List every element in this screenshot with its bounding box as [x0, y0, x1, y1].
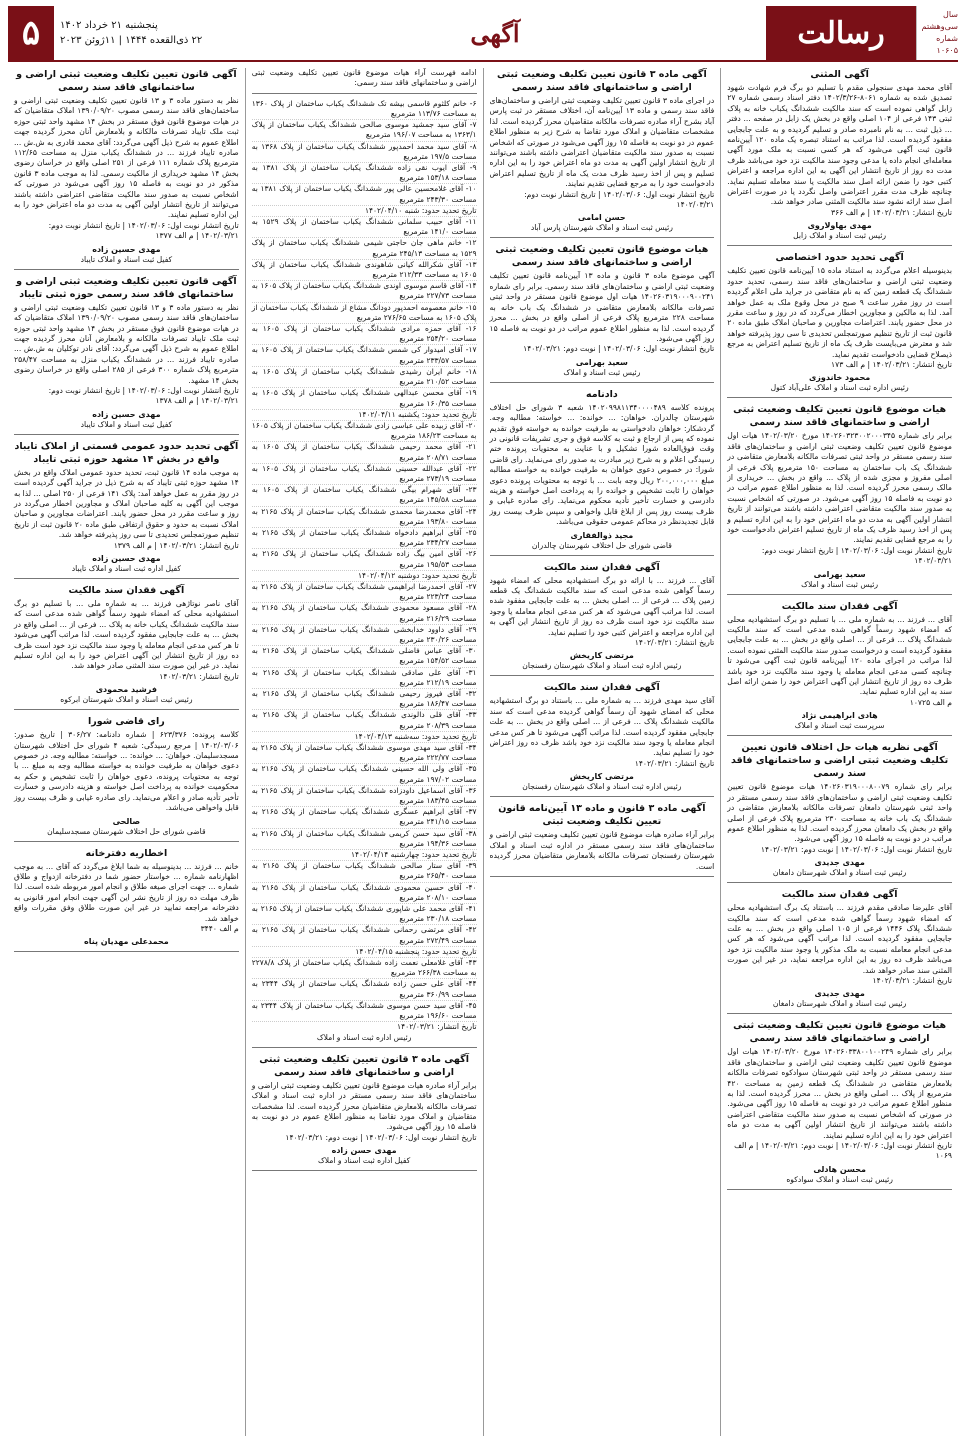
- list-item: ۶- خانم کلثوم قاسمی بیشه تک ششدانگ یکباب ساختمان از پلاک ۱۳۶۰ به مساحت ۱۱۳/۷۶ مترمربع: [252, 99, 477, 120]
- notice-title: آگهی قانون تعیین تکلیف وضعیت ثبتی اراضی و ساختمانهای فاقد سند رسمی: [16, 69, 237, 93]
- notice-title: آگهی قانون تعیین تکلیف وضعیت ثبتی اراضی و ساختمانهای فاقد سند رسمی حوزه ثبتی تایباد: [16, 275, 237, 300]
- list-item: ۴۱- آقای محمد علی شاپوری ششدانگ یکباب ساختمان از پلاک ۲۱۶۵ به مساحت ۲۳۰/۱۸ مترمربع: [252, 904, 477, 925]
- notice-meta: تاریخ انتشار: ۱۴۰۲/۰۳/۲۱: [634, 758, 715, 768]
- notice-title: هیات موضوع قانون تعیین تکلیف وضعیت ثبتی اراضی و ساختمانهای فاقد سند رسمی: [733, 404, 947, 429]
- notice-meta: تاریخ انتشار نوبت اول: ۱۴۰۲/۰۳/۰۶ | نوبت دوم: ۱۴۰۲/۰۳/۲۱: [523, 344, 715, 354]
- list-item: ۱۵- خانم معصومه احمدپور دودانگ مشاع از ششدانگ یکباب ساختمان از پلاک ۱۶۰۵ به مساحت ۲۷۶/۶۵ مترمربع: [252, 303, 477, 324]
- notice-meta: تاریخ انتشار: ۱۴۰۲/۰۳/۲۱: [159, 671, 239, 681]
- legal-notice: [252, 68, 477, 94]
- newspaper-logo: رسالت: [766, 6, 916, 60]
- list-item: ۴۴- آقای علی حسن زاده ششدانگ یکباب ساختمان از پلاک ۲۳۴۴ به مساحت ۳۶۰/۹۹ مترمربع: [252, 979, 477, 1000]
- notice-org: کفیل ثبت اسناد و املاک تایباد: [80, 254, 173, 264]
- legal-notice: [14, 847, 239, 953]
- list-item: تاریخ تحدید حدود: یکشنبه ۱۴۰۲/۰۴/۱۱: [252, 410, 477, 421]
- notice-body: آگهی موضوع ماده ۳ قانون و ماده ۱۳ آیین‌نامه قانون تعیین تکلیف وضعیت ثبتی اراضی و ساختمان‌های فاقد سند رسمی. برابر رای شماره ۱۴۰۲۶۰۳۱۹۰۰۰۹۰۰۲۴۱ هیات اول موضوع قانون مستقر در واحد ثبتی تصرفات مالکانه بلامعارض متقاضی در ششدانگ یک باب خانه به مساحت ۲۲۸ مترمربع پلاک فرعی از اصلی واقع در بخش ... محرز گردیده است. لذا به منظور اطلاع عموم مراتب در دو نوبت به فاصله ۱۵ روز آگهی می‌شود.: [489, 271, 715, 343]
- list-item: ۳۸- آقای سید حسن کریمی ششدانگ یکباب ساختمان از پلاک ۲۱۶۵ به مساحت ۱۹۴/۳۶ مترمربع: [252, 829, 477, 850]
- notice-body: برابر آراء صادره هیات موضوع قانون تعیین تکلیف وضعیت ثبتی اراضی و ساختمان‌های فاقد سند رسمی مستقر در اداره ثبت اسناد و املاک تصرفات مالکانه بلامعارض متقاضیان محرز گردیده است. لذا مشخصات متقاضیان و املاک مورد تقاضا به منظور اطلاع عموم در دو نوبت به فاصله ۱۵ روز آگهی می‌شود.: [251, 1080, 477, 1132]
- list-item: ۳۷- آقای ابراهیم عسگری ششدانگ یکباب ساختمان از پلاک ۲۱۶۵ به مساحت ۲۴۱/۱۵ مترمربع: [252, 807, 477, 828]
- notice-body: برابر رای شماره ۱۴۰۲۶۰۳۱۹۰۰۰۸۰۰۷۹ هیات موضوع قانون تعیین تکلیف وضعیت ثبتی اراضی و ساختمان‌های فاقد سند رسمی مستقر در واحد ثبتی شهرستان دامغان تصرفات مالکانه بلامعارض متقاضی در ششدانگ یک باب خانه به مساحت ۲۳۰ مترمربع پلاک فرعی از اصلی واقع در بخش یک دامغان محرز گردیده است. لذا به منظور اطلاع عموم مراتب در دو نوبت به فاصله ۱۵ روز آگهی می‌شود.: [727, 782, 952, 844]
- legal-notice: [14, 68, 239, 270]
- legal-notice: [490, 243, 715, 382]
- notice-body: پرونده کلاسه ۱۴۰۲۰۹۹۸۱۱۳۴۰۰۰۰۴۸۹ شعبه ۳ شورای حل اختلاف شهرستان چالدران. خواهان: ... خوانده: ... خواسته: مطالبه وجه. گردشکار: خواهان دادخواستی به طرفیت خوانده به خواسته فوق تقدیم نموده که پس از ارجاع و ثبت به کلاسه فوق و جری تشریفات قانونی در وقت فوق‌العاده شورا تشکیل و با عنایت به محتویات پرونده ختم رسیدگی اعلام و به شرح زیر مبادرت به صدور رای می‌نماید. رای قاضی شورا: در خصوص دعوی خواهان به طرفیت خوانده به خواسته مطالبه مبلغ ۲۰۰,۰۰۰,۰۰۰ ریال وجه بابت ... با توجه به محتویات پرونده دعوی خواهان را ثابت تشخیص و خوانده را به پرداخت اصل خواسته و هزینه دادرسی و خسارت تأخیر تأدیه محکوم می‌نماید. رای صادره غیابی و ظرف بیست روز پس از ابلاغ قابل واخواهی و سپس ظرف بیست روز قابل تجدیدنظر در محاکم عمومی حقوقی می‌باشد.: [489, 402, 715, 527]
- notice-body: خانم ... فرزند ... بدینوسیله به شما ابلاغ می‌گردد که آقای ... به موجب اظهارنامه شماره ... خواستار حضور شما در دفترخانه ازدواج و طلاق شماره ... جهت اجرای صیغه طلاق و انجام امور مربوطه شده است. لذا ظرف مهلت ده روز از تاریخ نشر این آگهی جهت انجام امور قانونی به دفترخانه مراجعه نمایید در غیر این صورت طلاق وفق مقررات واقع خواهد شد.: [14, 861, 239, 923]
- notice-org: کفیل ثبت اسناد و املاک تایباد: [80, 419, 173, 429]
- notice-org: رئیس ثبت اسناد و املاک شهرستان ابرکوه: [60, 695, 193, 705]
- list-item: ۴۳- آقای غلامعلی نعمت زاده ششدانگ یکباب ساختمان از پلاک ۲۲۷۸/۸ به مساحت ۲۶۶/۳۸ مترمربع: [252, 958, 477, 979]
- column-1: [720, 68, 958, 1436]
- notice-body: آقای علیرضا صادقی مقدم فرزند ... باستناد یک برگ استشهادیه محلی که امضاء شهود رسماً گواهی شده مدعی است که سند مالکیت ششدانگ پلاک ۱۴۴۶ فرعی از ۱۰۵ اصلی واقع در بخش ... به علت جابجایی مفقود گردیده است. لذا مراتب آگهی می‌شود که هر کس مدعی انجام معامله نسبت به ملک مذکور یا وجود سند مالکیت نزد خود می‌باشد ظرف ده روز به این اداره مراجعه نماید، در غیر این صورت المثنی سند صادر خواهد شد.: [727, 903, 953, 975]
- column-2: [483, 68, 721, 1436]
- legal-notice: [490, 561, 715, 677]
- list-item: ۲۶- آقای امین بیگ زاده ششدانگ یکباب ساختمان از پلاک ۲۱۶۵ به مساحت ۱۹۵/۵۳ مترمربع: [252, 549, 477, 570]
- legal-notice: [727, 741, 952, 883]
- list-item: ۹- آقای ایوب نقی زاده ششدانگ یکباب ساختمان از پلاک ۱۳۸۱ به مساحت ۱۵۳/۱۸ مترمربع: [252, 163, 477, 184]
- list-item: ۲۵- آقای ابراهیم دادخواه ششدانگ یکباب ساختمان از پلاک ۲۱۶۵ به مساحت ۲۳۴/۲۷ مترمربع: [252, 528, 477, 549]
- list-item: ۲۴- آقای محمدرضا محمدی ششدانگ یکباب ساختمان از پلاک ۲۱۶۵ به مساحت ۱۹۳/۸۰ مترمربع: [252, 507, 477, 528]
- list-item: ۱۰- آقای غلامحسین عالی پور ششدانگ یکباب ساختمان از پلاک ۱۳۸۱ به مساحت ۲۴۳/۳۰ مترمربع: [252, 184, 477, 205]
- notice-signer: مهدی حسین زاده: [92, 244, 161, 254]
- notice-title: آگهی ماده ۳ قانون تعیین تکلیف وضعیت ثبتی اراضی و ساختمانهای فاقد سند رسمی: [259, 1053, 469, 1078]
- notice-title: آگهی فقدان سند مالکیت: [781, 600, 898, 612]
- notice-body: آقای ناصر نوتاژهی فرزند ... به شماره ملی ... با تسلیم دو برگ استشهادیه محلی که امضاء شهود رسماً گواهی شده مدعی است که سند مالکیت ششدانگ یکباب خانه به پلاک ... فرعی از ... اصلی واقع در بخش ... به علت جابجایی مفقود گردیده است. لذا مراتب آگهی می‌شود تا هر کس مدعی انجام معامله یا وجود سند مالکیت نزد خود است ظرف ده روز از تاریخ انتشار این آگهی اعتراض خود را به این اداره تسلیم نماید. در غیر این صورت سند المثنی صادر خواهد شد.: [14, 599, 239, 671]
- list-item: ۴۰- آقای حسین محمودی ششدانگ یکباب ساختمان از پلاک ۲۱۶۵ به مساحت ۲۰۸/۱۰ مترمربع: [252, 883, 477, 904]
- list-item: ۲۱- آقای محمد رحیمی ششدانگ یکباب ساختمان از پلاک ۱۶۰۵ به مساحت ۲۰۸/۷۱ مترمربع: [252, 442, 477, 463]
- notice-org: رئیس ثبت اسناد و املاک شهرستان دامغان: [772, 999, 907, 1009]
- notice-meta: تاریخ انتشار نوبت اول: ۱۴۰۲/۰۳/۰۶ | تاریخ انتشار نوبت دوم: ۱۴۰۲/۰۳/۲۱: [761, 545, 952, 566]
- notice-meta: م الف ۱۰۷۲۵: [909, 697, 952, 707]
- notice-org: رئیس ثبت اسناد و املاک شهرستان پارس آباد: [530, 223, 673, 233]
- legal-notice: [14, 440, 239, 579]
- notice-org: رئیس اداره ثبت اسناد و املاک علی‌آباد کتول: [770, 383, 909, 393]
- list-item: تاریخ تحدید حدود: چهارشنبه ۱۴۰۲/۰۴/۱۴: [252, 850, 477, 861]
- notice-title: آگهی تحدید حدود عمومی قسمتی از املاک تایباد واقع در بخش ۱۴ مشهد حوزه ثبتی تایباد: [14, 440, 239, 465]
- column-4: [8, 68, 245, 1436]
- list-item: ۲۷- آقای احمدرضا ابراهیمی ششدانگ یکباب ساختمان از پلاک ۲۱۶۵ به مساحت ۲۲۳/۲۴ مترمربع: [252, 582, 477, 603]
- notice-title: آگهی ماده ۳ قانون تعیین تکلیف وضعیت ثبتی اراضی و ساختمانهای فاقد سند رسمی: [497, 69, 707, 93]
- notice-org: قاضی شورای حل اختلاف شهرستان مسجدسلیمان: [47, 826, 206, 836]
- notice-meta: تاریخ انتشار: ۱۴۰۲/۰۳/۲۱ | م الف ۱۳۷۹: [113, 540, 239, 550]
- list-item: تاریخ تحدید حدود: پنجشنبه ۱۴۰۲/۰۴/۱۵: [252, 947, 477, 958]
- notice-title: هیات موضوع قانون تعیین تکلیف وضعیت ثبتی اراضی و ساختمانهای فاقد سند رسمی: [495, 244, 709, 269]
- legal-notice: [490, 388, 715, 556]
- legal-notice: [727, 888, 952, 1014]
- notice-title: آگهی فقدان سند مالکیت: [68, 585, 185, 596]
- date-hijri-en: ۲۲ ذی‌القعده ۱۴۴۴ | ۱۱ژوئن ۲۰۲۳: [60, 35, 203, 46]
- notice-title: آگهی فقدان سند مالکیت: [544, 682, 660, 694]
- notice-org: رئیس ثبت اسناد و املاک: [801, 579, 879, 589]
- notice-title: اخطاریه دفترخانه: [85, 847, 168, 859]
- list-item: ۱۳- آقای شکرالله کیانی شاهوندی ششدانگ یکباب ساختمان از پلاک ۱۶۰۵ به مساحت ۲۱۲/۳۳ مترمربع: [252, 260, 477, 281]
- notice-body: برابر آراء صادره هیات موضوع قانون تعیین تکلیف وضعیت ثبتی اراضی و ساختمان‌های فاقد سند رسمی مستقر در اداره ثبت اسناد و املاک شهرستان رفسنجان تصرفات مالکانه بلامعارض متقاضیان محرز گردیده است.: [489, 830, 715, 871]
- notice-title: دادنامه: [585, 388, 618, 400]
- notice-meta: تاریخ انتشار نوبت اول: ۱۴۰۲/۰۳/۰۶ | تاریخ انتشار نوبت دوم: ۱۴۰۲/۰۳/۲۱ | م الف ۱۳۷۸: [48, 385, 239, 406]
- notice-body: کلاسه پرونده: ۶۲۳/۳۷۶ | شماره دادنامه: ۳۰۶/۲۷ | تاریخ صدور: ۱۴۰۲/۰۳/۰۶ | مرجع رسیدگی: شعبه ۴ شورای حل اختلاف شهرستان مسجدسلیمان. خواهان: ... خوانده: ... خواسته: مطالبه وجه. در خصوص دعوی خواهان به طرفیت خوانده به خواسته مطالبه وجه به مبلغ ... با توجه به محتویات پرونده، دعوی خواهان را ثابت تشخیص و حکم به محکومیت خوانده به پرداخت اصل خواسته و هزینه دادرسی و خسارت تأخیر تأدیه صادر و اعلام می‌نماید. رای صادره غیابی و ظرف بیست روز قابل واخواهی می‌باشد.: [14, 730, 239, 813]
- list-item: ۳۶- آقای اسماعیل داودزاده ششدانگ یکباب ساختمان از پلاک ۲۱۶۵ به مساحت ۱۸۳/۴۵ مترمربع: [252, 786, 477, 807]
- notice-body: نظر به دستور ماده ۳ و ۱۳ قانون تعیین تکلیف وضعیت ثبتی اراضی و ساختمان‌های فاقد سند رسمی مصوب ۱۳۹۰/۰۹/۲۰ املاک متقاضیان که در هیات موضوع قانون فوق مستقر در بخش ۱۴ مشهد واحد ثبتی حوزه ثبت ملک تایباد تصرفات مالکانه و بلامعارض آنان محرز گردیده جهت اطلاع عموم به شرح ذیل آگهی می‌گردد: آقای نادر توکلیان به ش.ش ... صادره تایباد فرزند ... در ششدانگ یکباب منزل به مساحت ۲۵۸/۴۷ مترمربع پلاک شماره ۳۰۰ فرعی از ۲۸۵ اصلی واقع در خراسان رضوی بخش ۱۴ مشهد.: [14, 302, 239, 385]
- notice-org: سرپرست ثبت اسناد و املاک: [794, 721, 885, 731]
- list-item: ۱۷- آقای امیدوار کی شمس ششدانگ یکباب ساختمان از پلاک ۱۶۰۵ به مساحت ۲۳۳/۵۷ مترمربع: [252, 345, 477, 366]
- notice-org: رئیس ثبت اسناد و املاک: [563, 367, 641, 377]
- notice-signer: صالحی: [112, 816, 141, 826]
- list-item: ۲۲- آقای عبدالله حسینی ششدانگ یکباب ساختمان از پلاک ۱۶۰۵ به مساحت ۲۷۳/۱۹ مترمربع: [252, 464, 477, 485]
- notice-org: رئیس اداره ثبت اسناد و املاک شهرستان رفسنجان: [522, 782, 682, 792]
- legal-notice: [727, 600, 952, 737]
- masthead: [8, 6, 958, 62]
- list-item: تاریخ تحدید حدود: سه‌شنبه ۱۴۰۲/۰۴/۱۳: [252, 732, 477, 743]
- ad-columns: [8, 68, 958, 1436]
- notice-org: رئیس اداره ثبت اسناد و املاک شهرستان رفسنجان: [522, 661, 682, 671]
- notice-body: نظر به دستور ماده ۳ و ۱۳ قانون تعیین تکلیف وضعیت ثبتی اراضی و ساختمان‌های فاقد سند رسمی مصوب ۱۳۹۰/۰۹/۲۰ املاک متقاضیان که در هیات موضوع قانون فوق مستقر در بخش ۱۴ مشهد واحد ثبتی حوزه ثبت ملک تایباد تصرفات مالکانه و بلامعارض آنان محرز گردیده جهت اطلاع عموم به شرح ذیل آگهی می‌گردد: آقای محمد قادری به ش.ش ... صادره تایباد فرزند ... در ششدانگ یکباب منزل به مساحت ۱۱۲/۶۵ مترمربع پلاک شماره ۱۱۱ فرعی از ۲۵۱ اصلی واقع در خراسان رضوی بخش ۱۴ مشهد خریداری از مالکیت رسمی. لذا به موجب ماده ۳ قانون مذکور در دو نوبت به فاصله ۱۵ روز آگهی می‌شود در صورتی که اشخاص نسبت به صدور سند مالکیت متقاضی اعتراضی داشته باشند می‌توانند از تاریخ انتشار اولین آگهی به مدت دو ماه اعتراض خود را به این اداره تسلیم نمایند.: [14, 96, 239, 220]
- notice-signer: محسن هادلی: [813, 1164, 866, 1174]
- notice-signer: مهدی بهاولاروی: [807, 221, 872, 231]
- notice-org: کفیل اداره ثبت اسناد و املاک تایباد: [71, 564, 181, 573]
- notice-meta: تاریخ انتشار: ۱۴۰۲/۰۳/۲۱: [634, 638, 715, 648]
- notice-meta: تاریخ انتشار: ۱۴۰۲/۰۳/۲۱ | م الف ۱۷۳: [831, 359, 952, 369]
- notice-signer: مرتضی کاریخش: [569, 651, 634, 661]
- notice-signer: مهدی حسین زاده: [92, 409, 161, 419]
- notice-body: آقای سید مهدی فرزند ... به شماره ملی ... باستناد دو برگ استشهادیه محلی که امضای شهود آن رسماً گواهی گردیده مدعی است که سند مالکیت ششدانگ پلاک ... فرعی از ... اصلی واقع در بخش ... به علت جابجایی مفقود گردیده است. لذا مراتب آگهی می‌شود تا هر کس مدعی انجام معامله یا وجود سند مالکیت نزد خود باشد ظرف ده روز اعتراض خود را تسلیم نماید.: [489, 696, 715, 758]
- list-item: تاریخ تحدید حدود: شنبه ۱۴۰۲/۰۴/۱۰: [252, 206, 477, 217]
- list-item: ۸- آقای سید محمد احمدپور ششدانگ یکباب ساختمان از پلاک ۱۳۶۸ به مساحت ۱۹۷/۵ مترمربع: [252, 142, 477, 163]
- notice-body: آقای محمد مهدی سنجولی مقدم با تسلیم دو برگ فرم شهادت شهود تصدیق شده به شماره ۸۰۶۱-۱۴۰۲/۳/۲۶ دفتر اسناد رسمی شماره ۲۷ زابل گواهی نموده است که سند مالکیت ششدانگ یکباب خانه به پلاک ثبتی ۱۴۳ فرعی از ۱۰۴ اصلی واقع در بخش یک زابل در صفحه ... دفتر ... ذیل ثبت ... به نام نامبرده صادر و تسلیم گردیده و به علت جابجایی مفقود گردیده است. لذا مراتب به استناد تبصره یک ماده ۱۲۰ آیین‌نامه قانون ثبت آگهی می‌شود که هر کسی نسبت به ملک مورد آگهی معامله‌ای انجام داده یا مدعی وجود سند مالکیت نزد خود می‌باشد ظرف مدت ده روز از تاریخ انتشار این آگهی به این اداره مراجعه و اعتراض کتبی خود را ضمن ارائه اصل سند مالکیت یا سند معامله تسلیم نماید. چنانچه ظرف مدت مقرر اعتراضی واصل نگردد یا در صورت اعتراض اصل سند ارائه نشود سند مالکیت المثنی صادر خواهد شد.: [727, 83, 953, 207]
- notice-title: آگهی المثنی: [810, 69, 869, 80]
- notice-signer: حسن امامی: [578, 213, 626, 223]
- notice-org: رئیس ثبت اسناد و املاک شهرستان دامغان: [772, 868, 907, 878]
- notice-signer: محمدعلی مهدیان پناه: [83, 937, 169, 947]
- notice-title: آگهی فقدان سند مالکیت: [781, 889, 898, 901]
- notice-body: بدینوسیله اعلام می‌گردد به استناد ماده ۱۵ آیین‌نامه قانون تعیین تکلیف وضعیت ثبتی اراضی و ساختمان‌های فاقد سند رسمی، تحدید حدود ششدانگ یک قطعه زمین که به نام متقاضی در جراید ملی اعلام گردیده است در روز مقرر ساعت ۹ صبح در محل وقوع ملک به عمل خواهد آمد. لذا به مالکین و مجاورین اخطار می‌گردد که در روز و ساعت مقرر در محل حضور یابند. اعتراضات مجاورین و صاحبان املاک طبق ماده ۲۰ قانون ثبت از تاریخ تنظیم صورتمجلس تحدیدی تا سی روز پذیرفته خواهد شد و معترض می‌بایست ظرف یک ماه از تاریخ تسلیم اعتراض به مرجع ذیصلاح قضایی دادخواست تقدیم نماید.: [727, 266, 953, 359]
- section-title: آگهی: [470, 18, 520, 48]
- list-item: ۳۳- آقای قلی دالوندی ششدانگ یکباب ساختمان از پلاک ۲۱۶۵ به مساحت ۲۰۸/۳۹ مترمربع: [252, 710, 477, 731]
- notice-signer: مرتضی کاریخش: [569, 772, 634, 782]
- notice-meta: تاریخ انتشار نوبت اول: ۱۴۰۲/۰۳/۰۶ | تاریخ انتشار نوبت دوم: ۱۴۰۲/۰۳/۲۱: [524, 189, 715, 210]
- legal-notice: [14, 275, 239, 435]
- notice-signer: مهدی حسین زاده: [92, 554, 161, 563]
- legal-notice: [727, 68, 952, 246]
- notice-meta: تاریخ انتشار نوبت اول: ۱۴۰۲/۰۳/۰۶ | تاریخ انتشار نوبت دوم: ۱۴۰۲/۰۳/۲۱ | م الف ۱۳۷۷: [48, 220, 239, 241]
- notice-signer: مهدی جدیدی: [814, 989, 865, 999]
- list-item: ۳۲- آقای فیروز رحیمی ششدانگ یکباب ساختمان از پلاک ۲۱۶۵ به مساحت ۱۸۶/۴۷ مترمربع: [252, 689, 477, 710]
- applicant-list: [252, 99, 477, 1048]
- notice-title: آگهی فقدان سند مالکیت: [544, 561, 660, 573]
- notice-signer: محمود خاندوزی: [808, 373, 871, 383]
- notice-title: رای قاضی شورا: [88, 716, 165, 728]
- year-line: سال سی‌وهشتم: [921, 10, 958, 31]
- notice-body: ادامه فهرست آراء هیات موضوع قانون تعیین تکلیف وضعیت ثبتی اراضی و ساختمانهای فاقد سند رسمی:: [251, 68, 477, 88]
- issue-line: شماره ۱۰۶۰۵: [936, 34, 958, 55]
- legal-notice: [490, 802, 715, 877]
- notice-meta: تاریخ انتشار: ۱۴۰۲/۰۳/۲۱ | م الف ۳۶۶: [831, 207, 952, 217]
- list-item: ۳۴- آقای سید مهدی موسوی ششدانگ یکباب ساختمان از پلاک ۲۱۶۵ به مساحت ۲۲۲/۷۷ مترمربع: [252, 743, 477, 764]
- date-fa: پنجشنبه ۲۱ خرداد ۱۴۰۲: [60, 20, 158, 31]
- notice-signer: فرشید محمودی: [95, 685, 158, 695]
- notice-body: آقای ... فرزند ... با ارائه دو برگ استشهادیه محلی که امضاء شهود رسماً گواهی شده مدعی است که سند مالکیت ششدانگ یک قطعه زمین پلاک ... فرعی از ... اصلی بخش ... به علت جابجایی مفقود شده است. لذا مراتب آگهی می‌شود که هر کس مدعی انجام معامله یا وجود سند مالکیت نزد خود است ظرف ده روز از تاریخ انتشار این آگهی به این اداره مراجعه و اعتراض کتبی خود را تسلیم نماید.: [489, 575, 715, 637]
- notice-meta: تاریخ انتشار نوبت اول: ۱۴۰۲/۰۳/۰۶ | نوبت دوم: ۱۴۰۲/۰۳/۲۱: [285, 1132, 477, 1142]
- list-item: ۳۰- آقای عباس فاضلی ششدانگ یکباب ساختمان از پلاک ۲۱۶۵ به مساحت ۱۵۴/۵۲ مترمربع: [252, 646, 477, 667]
- list-item: ۲۹- آقای داوود خدابخشی ششدانگ یکباب ساختمان از پلاک ۲۱۶۵ به مساحت ۲۳۰/۲۶ مترمربع: [252, 625, 477, 646]
- notice-signer: سعید بهرامی: [813, 569, 866, 579]
- list-item: ۲۳- آقای شهرام بیگی ششدانگ یکباب ساختمان از پلاک ۱۶۰۵ به مساحت ۱۴۵/۵۸ مترمربع: [252, 485, 477, 506]
- list-item: ۳۹- آقای ستار صالحی ششدانگ یکباب ساختمان از پلاک ۲۱۶۵ به مساحت ۲۶۵/۴۰ مترمربع: [252, 861, 477, 882]
- notice-signer: مهدی جدیدی: [814, 858, 865, 868]
- notice-org: قاضی شورای حل اختلاف شهرستان چالدران: [531, 540, 672, 550]
- legal-notice: [14, 584, 239, 710]
- notice-meta: تاریخ انتشار: ۱۴۰۲/۰۳/۲۱: [872, 975, 952, 985]
- notice-meta: تاریخ انتشار نوبت اول: ۱۴۰۲/۰۳/۰۶ | نوبت دوم: ۱۴۰۲/۰۳/۲۱: [760, 844, 952, 854]
- notice-title: آگهی ماده ۳ قانون و ماده ۱۳ آیین‌نامه قانون تعیین تکلیف وضعیت ثبتی: [498, 803, 706, 828]
- list-item: ۴۲- آقای مرتضی رحمانی ششدانگ یکباب ساختمان از پلاک ۲۱۶۵ به مساحت ۲۷۲/۴۹ مترمربع: [252, 925, 477, 946]
- notice-title: هیات موضوع قانون تعیین تکلیف وضعیت ثبتی اراضی و ساختمانهای فاقد سند رسمی: [733, 1020, 947, 1045]
- list-item: ۱۶- آقای حمزه مرادی ششدانگ یکباب ساختمان از پلاک ۱۶۰۵ به مساحت ۲۵۴/۲۰ مترمربع: [252, 324, 477, 345]
- notice-signer: سعید بهرامی: [575, 357, 628, 367]
- notice-org: رئیس ثبت اسناد و املاک زابل: [793, 231, 887, 241]
- column-3: [245, 68, 483, 1436]
- list-item: ۱۹- آقای محسن عبدالهی ششدانگ یکباب ساختمان از پلاک ۱۶۰۵ به مساحت ۱۶۰/۳۵ مترمربع: [252, 388, 477, 409]
- notice-meta: تاریخ انتشار نوبت اول: ۱۴۰۲/۰۳/۰۶ | نوبت دوم: ۱۴۰۲/۰۳/۲۱ | م الف ۱۰۶۹: [734, 1141, 952, 1161]
- list-item: ۷- آقای سید جمشید موسوی صالحی ششدانگ یکباب ساختمان از پلاک ۱۳۶۳/۱ به مساحت ۱۹۶/۰۷ مترمربع: [252, 120, 477, 141]
- list-item: تاریخ تحدید حدود: دوشنبه ۱۴۰۲/۰۴/۱۲: [252, 571, 477, 582]
- notice-body: برابر رای شماره ۱۴۰۲۶۰۳۳۸۰۰۱۰۰۲۴۹ مورخ ۱۴۰۲/۰۳/۲۰ هیات اول موضوع قانون تعیین تکلیف وضعیت ثبتی اراضی و ساختمان‌های فاقد سند رسمی مستقر در واحد ثبتی شهرستان سوادکوه تصرفات مالکانه بلامعارض متقاضی در ششدانگ یک قطعه زمین به مساحت ۴۲۰ مترمربع از پلاک ... اصلی واقع در بخش ... محرز گردیده است. لذا به منظور اطلاع عموم مراتب در دو نوبت به فاصله ۱۵ روز آگهی می‌شود. در صورتی که اشخاص نسبت به صدور سند مالکیت متقاضی اعتراضی داشته باشند می‌توانند از تاریخ انتشار اولین آگهی به مدت دو ماه اعتراض خود را به این اداره تسلیم نمایند.: [727, 1047, 952, 1140]
- date-block: [54, 6, 224, 60]
- list-item: ۴۵- آقای سید حسن موسوی ششدانگ یکباب ساختمان از پلاک ۲۳۴۴ به مساحت ۱۹۶/۶۰ مترمربع: [252, 1001, 477, 1022]
- legal-notice: [727, 251, 952, 398]
- list-item: ۲۰- آقای زبیده علی عباسی زادی ششدانگ یکباب ساختمان از پلاک ۱۶۰۵ به مساحت ۱۸۶/۲۳ مترمربع: [252, 421, 477, 442]
- notice-signer: مجید ذوالفقاری: [570, 530, 634, 540]
- notice-org: رئیس ثبت اسناد و املاک سوادکوه: [786, 1174, 893, 1184]
- notice-body: برابر رای شماره ۱۴۰۲۶۰۳۲۳۰۰۲۰۰۰۳۴۵ مورخ ۱۴۰۲/۰۳/۲۰ هیات اول موضوع قانون تعیین تکلیف وضعیت ثبتی اراضی و ساختمان‌های فاقد سند رسمی مستقر در واحد ثبتی تصرفات مالکانه بلامعارض متقاضی در ششدانگ یک باب ساختمان به مساحت ۱۵۰ مترمربع پلاک فرعی از اصلی مفروز و مجزی شده از پلاک ... واقع در بخش ... خریداری از مالک رسمی محرز گردیده است. لذا به منظور اطلاع عموم مراتب در دو نوبت به فاصله ۱۵ روز آگهی می‌شود. در صورتی که اشخاص نسبت به صدور سند مالکیت متقاضی اعتراضی داشته باشند می‌توانند از تاریخ انتشار اولین آگهی به مدت دو ماه اعتراض خود را به این اداره تسلیم و پس از اخذ رسید ظرف یک ماه از تاریخ تسلیم اعتراض دادخواست خود را به مرجع قضایی تقدیم نمایند.: [727, 431, 953, 545]
- notice-body: آقای ... فرزند ... به شماره ملی ... با تسلیم دو برگ استشهادیه محلی که امضاء شهود رسماً گواهی شده مدعی است که سند مالکیت ششدانگ پلاک ... فرعی از ... اصلی واقع در بخش ... به علت جابجایی مفقود گردیده است و درخواست صدور سند مالکیت المثنی نموده است. لذا مراتب در اجرای ماده ۱۲۰ آیین‌نامه قانون ثبت آگهی می‌شود تا چنانچه کسی مدعی انجام معامله یا وجود سند مالکیت نزد خود باشد ظرف ده روز از تاریخ انتشار این آگهی اعتراض خود را ضمن ارائه اصل سند به این اداره تسلیم نماید.: [727, 614, 952, 697]
- list-item: ۱۸- خانم ایران رشیدی ششدانگ یکباب ساختمان از پلاک ۱۶۰۵ به مساحت ۲۱۰/۵۲ مترمربع: [252, 367, 477, 388]
- notice-signer: مهدی حسن زاده: [331, 1146, 397, 1156]
- issue-info: [916, 6, 958, 60]
- list-item: ۳۵- آقای ولی الله حسینی ششدانگ یکباب ساختمان از پلاک ۲۱۶۵ به مساحت ۱۹۷/۰۲ مترمربع: [252, 764, 477, 785]
- list-org: رئیس اداره ثبت اسناد و املاک: [316, 1032, 412, 1042]
- list-item: ۱۲- خانم ماهی جان حاجتی شیمی ششدانگ یکباب ساختمان از پلاک ۱۵۲۹ به مساحت ۲۴۵/۱۳ مترمربع: [252, 238, 477, 259]
- legal-notice: [727, 1019, 952, 1189]
- legal-notice: [252, 1053, 477, 1171]
- notice-body: به موجب ماده ۱۴ قانون ثبت، تحدید حدود عمومی املاک واقع در بخش ۱۴ مشهد حوزه ثبتی تایباد که به شرح ذیل در جراید آگهی گردیده است در روز مقرر به عمل خواهد آمد: پلاک ۱۴۱ فرعی از ۲۵۰ اصلی ... لذا به موجب این آگهی به کلیه صاحبان املاک و مجاورین اخطار می‌گردد در روز و ساعت مقرر در محل حضور یابند. اعتراضات مجاورین و صاحبان املاک نسبت به حدود و حقوق ارتفاقی طبق ماده ۲۰ قانون ثبت از تاریخ تنظیم صورتمجلس تحدیدی تا سی روز پذیرفته خواهد شد.: [14, 467, 239, 540]
- notice-org: کفیل اداره ثبت اسناد و املاک: [317, 1156, 411, 1166]
- list-item: ۲۸- آقای مسعود محمودی ششدانگ یکباب ساختمان از پلاک ۲۱۶۵ به مساحت ۲۱۶/۲۹ مترمربع: [252, 603, 477, 624]
- legal-notice: [490, 681, 715, 797]
- notice-title: آگهی نظریه هیات حل اختلاف قانون تعیین تکلیف وضعیت ثبتی اراضی و ساختمانهای فاقد سند رسمی: [731, 742, 949, 780]
- page-number: ۵: [8, 6, 54, 60]
- list-item: ۳۱- آقای علی صادقی ششدانگ یکباب ساختمان از پلاک ۲۱۶۵ به مساحت ۲۱۲/۱۹ مترمربع: [252, 668, 477, 689]
- list-item: ۱۴- آقای قاسم موسوی اوندی ششدانگ یکباب ساختمان از پلاک ۱۶۰۵ به مساحت ۲۲۷/۷۳ مترمربع: [252, 281, 477, 302]
- legal-notice: [727, 403, 952, 594]
- notice-signer: هادی ابراهیمی نژاد: [801, 711, 878, 721]
- legal-notice: [14, 715, 239, 841]
- list-meta: تاریخ انتشار: ۱۴۰۲/۰۳/۲۱: [396, 1022, 477, 1032]
- notice-meta: م الف ۳۴۴۰: [200, 923, 239, 933]
- notice-body: در اجرای ماده ۳ قانون تعیین تکلیف وضعیت ثبتی اراضی و ساختمان‌های فاقد سند رسمی و ماده ۱۳ آیین‌نامه آن، اختلاف مستقر در ثبت پارس آباد بشرح آراء صادره تصرفات مالکانه متقاضیان محرز گردیده است. لذا مشخصات متقاضیان و املاک مورد تقاضا به شرح زیر به منظور اطلاع عموم در دو نوبت به فاصله ۱۵ روز آگهی می‌شود در صورتی که اشخاص نسبت به صدور سند مالکیت متقاضیان اعتراضی داشته باشند می‌توانند از تاریخ انتشار اولین آگهی به مدت دو ماه اعتراض خود را به این اداره تسلیم و پس از اخذ رسید ظرف مدت یک ماه از تاریخ تسلیم اعتراض دادخواست خود را به مرجع قضایی تقدیم نمایند.: [489, 96, 715, 189]
- legal-notice: [490, 68, 715, 238]
- notice-title: آگهی تحدید حدود اختصاصی: [775, 252, 904, 264]
- list-item: ۱۱- آقای حبیب سلمانی ششدانگ یکباب ساختمان از پلاک ۱۵۲۹ به مساحت ۱۴۱/۰ مترمربع: [252, 217, 477, 238]
